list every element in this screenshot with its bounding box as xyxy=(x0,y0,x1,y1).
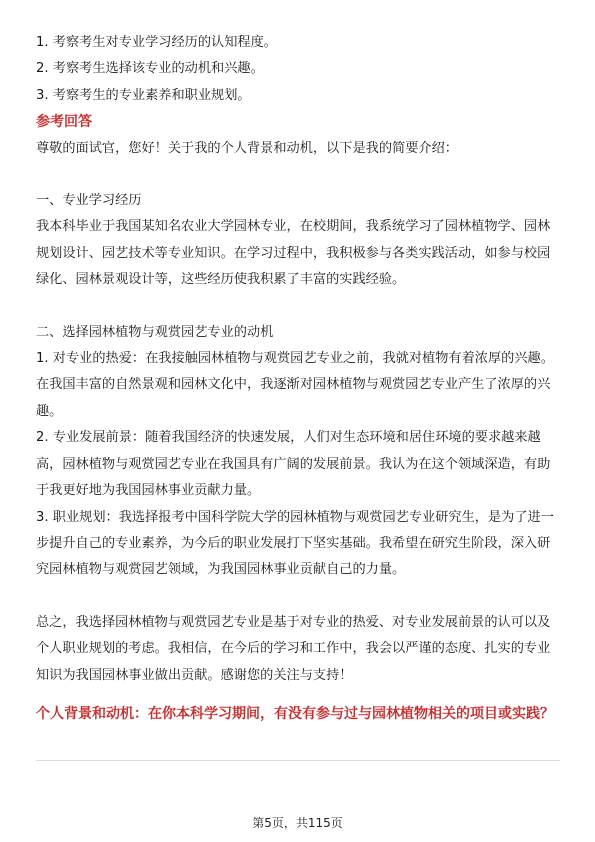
greeting: 尊敬的面试官，您好！关于我的个人背景和动机，以下是我的简要介绍： xyxy=(36,140,458,156)
section2-title: 二、选择园林植物与观赏园艺专业的动机 xyxy=(36,324,274,340)
next-question: 个人背景和动机：在你本科学习期间，有没有参与过与园林植物相关的项目或实践？ xyxy=(36,705,554,722)
section2-point: 1. 对专业的热爱：在我接触园林植物与观赏园艺专业之前，我就对植物有着浓厚的兴趣。在我国丰富的自然景观和园林文化中，我逐渐对园林植物与观赏园艺专业产生了浓厚的兴趣。 xyxy=(36,351,554,419)
section2-point: 2. 专业发展前景：随着我国经济的快速发展，人们对生态环境和居住环境的要求越来越高，园林植物与观赏园艺专业在我国具有广阔的发展前景。我认为在这个领域深造，有助于我更好地为我国园林事业贡献力量。 xyxy=(36,430,551,499)
blank-line xyxy=(36,162,560,188)
intro-item: 1. 考察考生对专业学习经历的认知程度。 xyxy=(36,35,277,50)
page-footer: 第5页，共115页 xyxy=(252,816,343,830)
section2-point: 3. 职业规划：我选择报考中国科学院大学的园林植物与观赏园艺专业研究生，是为了进一步提升自己的专业素养，为今后的职业发展打下坚实基础。我希望在研究生阶段，深入研究园林植物与观赏园艺领域，为我国园林事业贡献自己的力量。 xyxy=(36,509,554,578)
section1-title: 一、专业学习经历 xyxy=(36,193,142,209)
intro-item: 2. 考察考生选择该专业的动机和兴趣。 xyxy=(36,61,264,77)
section1-body: 我本科毕业于我国某知名农业大学园林专业，在校期间，我系统学习了园林植物学、园林规划设计、园艺技术等专业知识。在学习过程中，我积极参与各类实践活动，如参与校园绿化、园林景观设计等，这些经历使我积累了丰富的实践经验。 xyxy=(36,219,551,288)
intro-item: 3. 考察考生的专业素养和职业规划。 xyxy=(36,87,251,103)
footer-divider xyxy=(36,760,560,761)
document-page xyxy=(36,30,560,727)
answer-heading: 参考回答 xyxy=(36,114,92,131)
conclusion: 总之，我选择园林植物与观赏园艺专业是基于对专业的热爱、对专业发展前景的认可以及个人职业规划的考虑。我相信，在今后的学习和工作中，我会以严谨的态度、扎实的专业知识为我国园林事业做出贡献。感谢您的关注与支持！ xyxy=(36,614,551,683)
blank-line xyxy=(36,584,560,610)
blank-line xyxy=(36,294,560,320)
